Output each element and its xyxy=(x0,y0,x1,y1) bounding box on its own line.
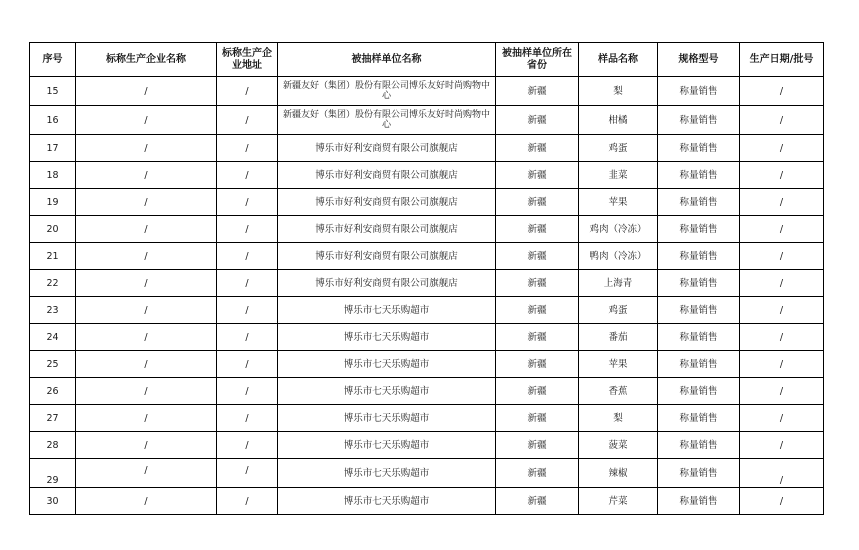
table-row xyxy=(30,432,824,459)
cell-manufacturer-name: / xyxy=(76,405,217,432)
cell-serial-no: 23 xyxy=(30,297,76,324)
table-row xyxy=(30,405,824,432)
cell-production-date-batch: / xyxy=(740,216,824,243)
cell-manufacturer-address: / xyxy=(217,297,278,324)
cell-manufacturer-name: / xyxy=(76,135,217,162)
cell-manufacturer-name: / xyxy=(76,432,217,459)
cell-sampled-unit-name: 博乐市好利安商贸有限公司旗舰店 xyxy=(278,270,496,297)
cell-sample-name: 苹果 xyxy=(579,351,658,378)
cell-sample-name: 菠菜 xyxy=(579,432,658,459)
table-body xyxy=(30,77,824,515)
cell-sampled-unit-name: 博乐市七天乐购超市 xyxy=(278,488,496,515)
table-row xyxy=(30,297,824,324)
cell-production-date-batch: / xyxy=(740,351,824,378)
header-sample-name: 样品名称 xyxy=(579,43,658,77)
cell-manufacturer-address: / xyxy=(217,459,278,488)
cell-sampled-unit-name: 博乐市七天乐购超市 xyxy=(278,351,496,378)
table-row xyxy=(30,351,824,378)
cell-manufacturer-address: / xyxy=(217,488,278,515)
cell-serial-no: 16 xyxy=(30,106,76,135)
cell-sample-name: 番茄 xyxy=(579,324,658,351)
table-row xyxy=(30,378,824,405)
cell-serial-no: 22 xyxy=(30,270,76,297)
cell-sampled-unit-name: 新疆友好（集团）股份有限公司博乐友好时尚购物中心 xyxy=(278,77,496,106)
cell-manufacturer-address: / xyxy=(217,162,278,189)
cell-production-date-batch: / xyxy=(740,270,824,297)
cell-sample-name: 鸡肉（冷冻） xyxy=(579,216,658,243)
cell-production-date-batch: / xyxy=(740,135,824,162)
table-row xyxy=(30,106,824,135)
cell-sample-name: 辣椒 xyxy=(579,459,658,488)
cell-sampled-unit-province: 新疆 xyxy=(496,297,579,324)
cell-manufacturer-name: / xyxy=(76,488,217,515)
cell-sample-name: 柑橘 xyxy=(579,106,658,135)
header-specification: 规格型号 xyxy=(658,43,740,77)
cell-specification: 称量销售 xyxy=(658,77,740,106)
cell-specification: 称量销售 xyxy=(658,270,740,297)
cell-sampled-unit-name: 博乐市好利安商贸有限公司旗舰店 xyxy=(278,189,496,216)
table-row xyxy=(30,270,824,297)
cell-specification: 称量销售 xyxy=(658,106,740,135)
cell-specification: 称量销售 xyxy=(658,432,740,459)
cell-specification: 称量销售 xyxy=(658,378,740,405)
cell-production-date-batch: / xyxy=(740,432,824,459)
cell-specification: 称量销售 xyxy=(658,216,740,243)
cell-serial-no: 27 xyxy=(30,405,76,432)
cell-manufacturer-name: / xyxy=(76,162,217,189)
sampling-table-sheet xyxy=(29,42,824,515)
cell-sampled-unit-name: 博乐市好利安商贸有限公司旗舰店 xyxy=(278,135,496,162)
cell-serial-no: 15 xyxy=(30,77,76,106)
cell-manufacturer-address: / xyxy=(217,378,278,405)
cell-sampled-unit-name: 博乐市七天乐购超市 xyxy=(278,432,496,459)
cell-sampled-unit-province: 新疆 xyxy=(496,324,579,351)
cell-manufacturer-name: / xyxy=(76,77,217,106)
cell-specification: 称量销售 xyxy=(658,162,740,189)
cell-manufacturer-name: / xyxy=(76,297,217,324)
cell-sampled-unit-province: 新疆 xyxy=(496,405,579,432)
cell-production-date-batch: / xyxy=(740,106,824,135)
cell-manufacturer-name: / xyxy=(76,243,217,270)
cell-specification: 称量销售 xyxy=(658,243,740,270)
table-row xyxy=(30,324,824,351)
cell-sampled-unit-name: 博乐市七天乐购超市 xyxy=(278,378,496,405)
cell-serial-no: 29 xyxy=(30,459,76,488)
header-manufacturer-name: 标称生产企业名称 xyxy=(76,43,217,77)
cell-manufacturer-address: / xyxy=(217,324,278,351)
cell-sample-name: 香蕉 xyxy=(579,378,658,405)
cell-manufacturer-address: / xyxy=(217,77,278,106)
cell-sample-name: 芹菜 xyxy=(579,488,658,515)
cell-serial-no: 24 xyxy=(30,324,76,351)
cell-serial-no: 21 xyxy=(30,243,76,270)
cell-manufacturer-address: / xyxy=(217,135,278,162)
cell-manufacturer-name: / xyxy=(76,216,217,243)
sampling-results-table xyxy=(29,42,824,515)
cell-production-date-batch: / xyxy=(740,324,824,351)
cell-sample-name: 韭菜 xyxy=(579,162,658,189)
cell-production-date-batch: / xyxy=(740,459,824,488)
cell-sampled-unit-province: 新疆 xyxy=(496,77,579,106)
cell-serial-no: 28 xyxy=(30,432,76,459)
table-row xyxy=(30,216,824,243)
cell-production-date-batch: / xyxy=(740,162,824,189)
cell-production-date-batch: / xyxy=(740,488,824,515)
cell-specification: 称量销售 xyxy=(658,351,740,378)
cell-sample-name: 鸭肉（冷冻） xyxy=(579,243,658,270)
cell-serial-no: 17 xyxy=(30,135,76,162)
cell-sampled-unit-province: 新疆 xyxy=(496,216,579,243)
cell-manufacturer-address: / xyxy=(217,405,278,432)
cell-manufacturer-name: / xyxy=(76,324,217,351)
cell-sampled-unit-name: 新疆友好（集团）股份有限公司博乐友好时尚购物中心 xyxy=(278,106,496,135)
header-production-date-batch: 生产日期/批号 xyxy=(740,43,824,77)
cell-sampled-unit-name: 博乐市好利安商贸有限公司旗舰店 xyxy=(278,216,496,243)
cell-sampled-unit-province: 新疆 xyxy=(496,459,579,488)
cell-sampled-unit-name: 博乐市七天乐购超市 xyxy=(278,459,496,488)
cell-sample-name: 梨 xyxy=(579,77,658,106)
cell-sampled-unit-province: 新疆 xyxy=(496,432,579,459)
cell-manufacturer-name: / xyxy=(76,459,217,488)
cell-manufacturer-address: / xyxy=(217,432,278,459)
cell-sampled-unit-name: 博乐市好利安商贸有限公司旗舰店 xyxy=(278,162,496,189)
cell-manufacturer-address: / xyxy=(217,106,278,135)
cell-specification: 称量销售 xyxy=(658,488,740,515)
table-row xyxy=(30,162,824,189)
cell-manufacturer-name: / xyxy=(76,378,217,405)
cell-manufacturer-name: / xyxy=(76,189,217,216)
header-manufacturer-address: 标称生产企业地址 xyxy=(217,43,278,77)
cell-production-date-batch: / xyxy=(740,378,824,405)
table-row xyxy=(30,459,824,488)
cell-sampled-unit-province: 新疆 xyxy=(496,189,579,216)
cell-manufacturer-address: / xyxy=(217,216,278,243)
cell-sampled-unit-province: 新疆 xyxy=(496,243,579,270)
table-row xyxy=(30,243,824,270)
cell-serial-no: 26 xyxy=(30,378,76,405)
cell-manufacturer-address: / xyxy=(217,189,278,216)
cell-manufacturer-name: / xyxy=(76,106,217,135)
cell-sample-name: 梨 xyxy=(579,405,658,432)
table-row xyxy=(30,189,824,216)
cell-specification: 称量销售 xyxy=(658,297,740,324)
cell-serial-no: 25 xyxy=(30,351,76,378)
header-sampled-unit-province: 被抽样单位所在省份 xyxy=(496,43,579,77)
cell-sampled-unit-province: 新疆 xyxy=(496,270,579,297)
header-sampled-unit-name: 被抽样单位名称 xyxy=(278,43,496,77)
cell-manufacturer-address: / xyxy=(217,351,278,378)
cell-production-date-batch: / xyxy=(740,243,824,270)
cell-serial-no: 18 xyxy=(30,162,76,189)
cell-production-date-batch: / xyxy=(740,405,824,432)
cell-sample-name: 苹果 xyxy=(579,189,658,216)
cell-specification: 称量销售 xyxy=(658,189,740,216)
cell-serial-no: 19 xyxy=(30,189,76,216)
cell-manufacturer-name: / xyxy=(76,351,217,378)
table-row xyxy=(30,135,824,162)
cell-specification: 称量销售 xyxy=(658,459,740,488)
cell-manufacturer-address: / xyxy=(217,270,278,297)
table-row xyxy=(30,488,824,515)
cell-sampled-unit-name: 博乐市七天乐购超市 xyxy=(278,297,496,324)
header-serial-no: 序号 xyxy=(30,43,76,77)
cell-specification: 称量销售 xyxy=(658,135,740,162)
cell-sampled-unit-province: 新疆 xyxy=(496,488,579,515)
cell-production-date-batch: / xyxy=(740,77,824,106)
cell-sampled-unit-province: 新疆 xyxy=(496,378,579,405)
cell-sampled-unit-province: 新疆 xyxy=(496,106,579,135)
cell-sampled-unit-province: 新疆 xyxy=(496,162,579,189)
table-row xyxy=(30,77,824,106)
cell-sample-name: 鸡蛋 xyxy=(579,135,658,162)
cell-sampled-unit-province: 新疆 xyxy=(496,351,579,378)
cell-serial-no: 30 xyxy=(30,488,76,515)
cell-sample-name: 上海青 xyxy=(579,270,658,297)
cell-production-date-batch: / xyxy=(740,297,824,324)
cell-sample-name: 鸡蛋 xyxy=(579,297,658,324)
cell-sampled-unit-name: 博乐市好利安商贸有限公司旗舰店 xyxy=(278,243,496,270)
cell-sampled-unit-name: 博乐市七天乐购超市 xyxy=(278,324,496,351)
header-row xyxy=(30,43,824,77)
cell-production-date-batch: / xyxy=(740,189,824,216)
cell-serial-no: 20 xyxy=(30,216,76,243)
cell-manufacturer-address: / xyxy=(217,243,278,270)
cell-sampled-unit-province: 新疆 xyxy=(496,135,579,162)
cell-specification: 称量销售 xyxy=(658,324,740,351)
cell-sampled-unit-name: 博乐市七天乐购超市 xyxy=(278,405,496,432)
cell-specification: 称量销售 xyxy=(658,405,740,432)
cell-manufacturer-name: / xyxy=(76,270,217,297)
